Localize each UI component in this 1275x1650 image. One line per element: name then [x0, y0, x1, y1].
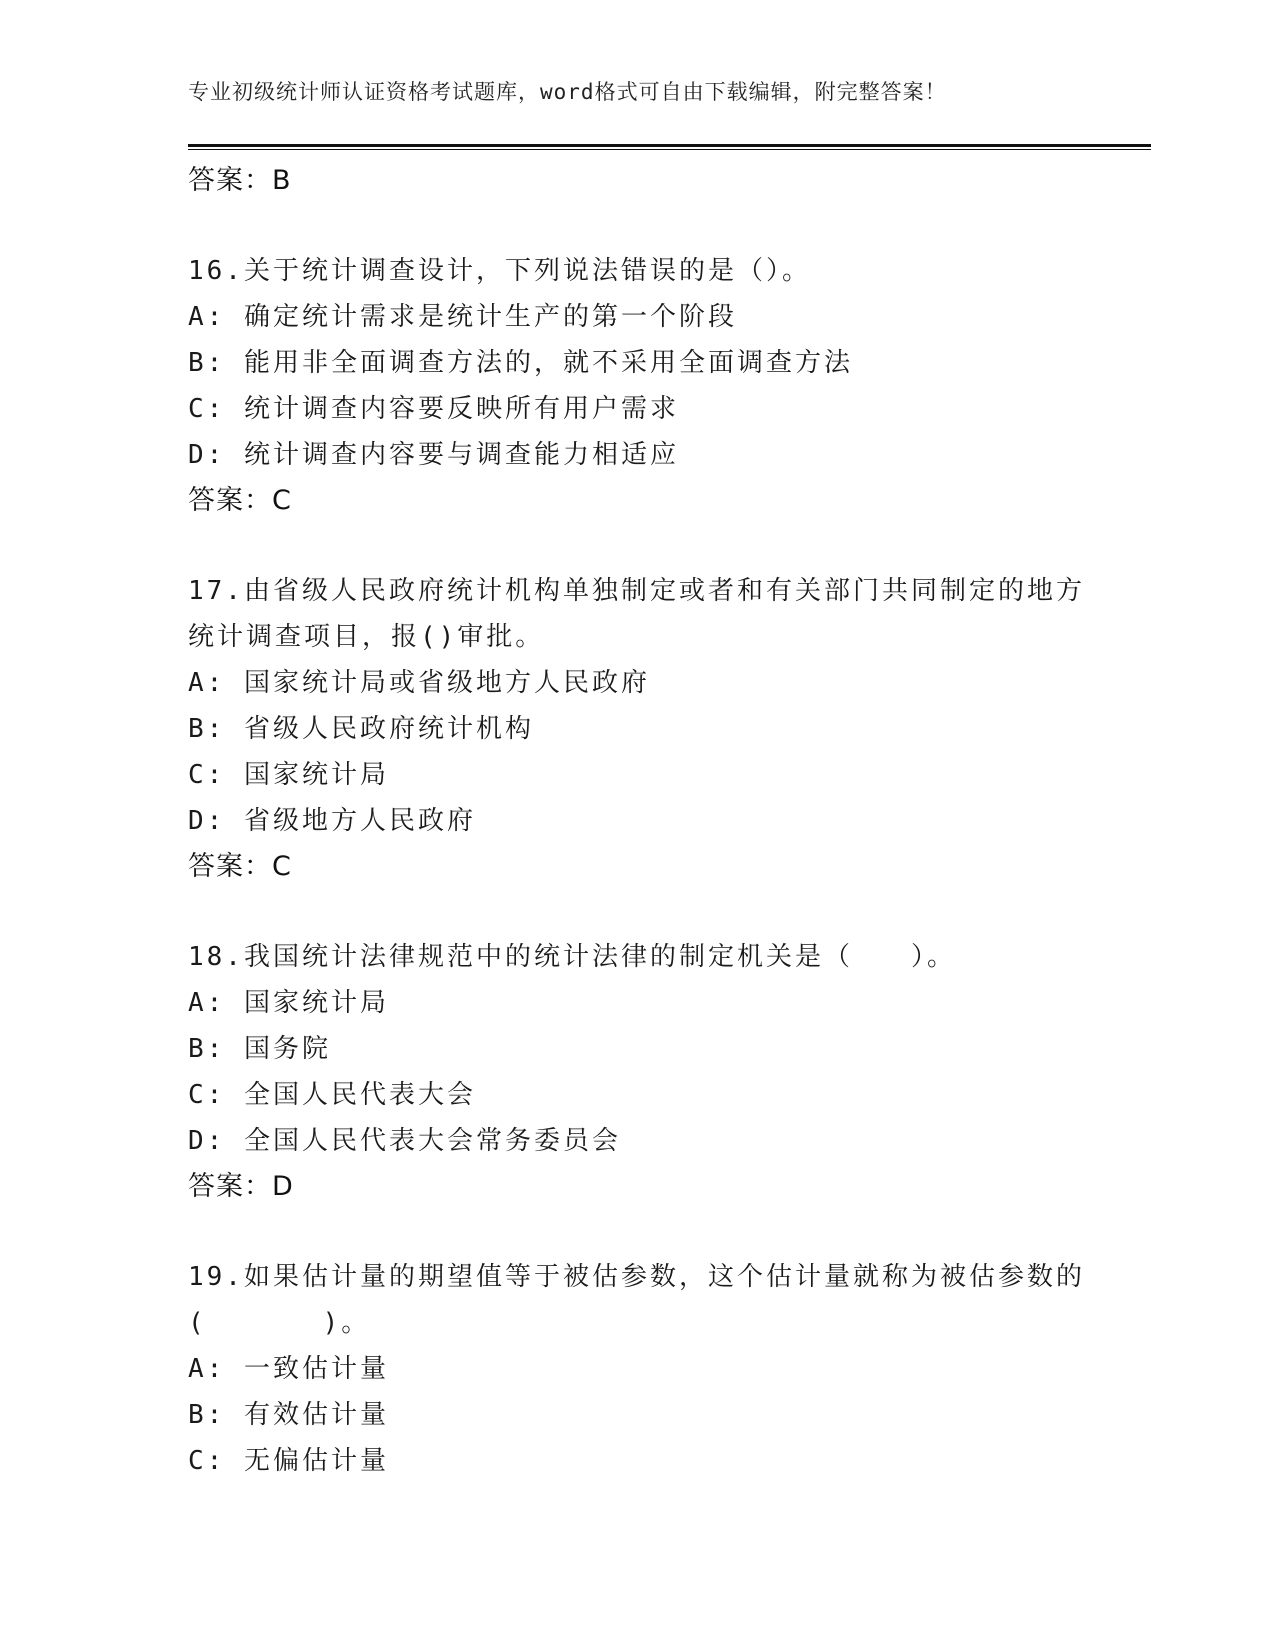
option-b: B: 有效估计量 [188, 1400, 389, 1430]
option-a: A: 国家统计局或省级地方人民政府 [188, 668, 650, 698]
option-a: A: 确定统计需求是统计生产的第一个阶段 [188, 302, 737, 332]
option-a: A: 国家统计局 [188, 988, 389, 1018]
option-c: C: 无偏估计量 [188, 1446, 389, 1476]
question-stem: 16.关于统计调查设计，下列说法错误的是（）。 [188, 256, 811, 286]
answer-line: 答案：C [188, 485, 292, 516]
answer-line: 答案：B [188, 165, 292, 196]
spacer [188, 524, 1088, 568]
option-b: B: 能用非全面调查方法的，就不采用全面调查方法 [188, 348, 853, 378]
option-c: C: 统计调查内容要反映所有用户需求 [188, 394, 679, 424]
option-a: A: 一致估计量 [188, 1354, 389, 1384]
question-block [188, 248, 1088, 524]
question-stem: 19.如果估计量的期望值等于被估参数，这个估计量就称为被估参数的 [188, 1262, 1085, 1292]
option-b: B: 省级人民政府统计机构 [188, 714, 534, 744]
page-header: 专业初级统计师认证资格考试题库，word格式可自由下载编辑，附完整答案！ [188, 80, 947, 104]
option-d: D: 省级地方人民政府 [188, 806, 476, 836]
question-block [188, 934, 1088, 1210]
header-divider [188, 144, 1151, 150]
spacer [188, 890, 1088, 934]
option-d: D: 统计调查内容要与调查能力相适应 [188, 440, 679, 470]
question-block [188, 1254, 1088, 1484]
question-block [188, 568, 1088, 890]
question-stem: 17.由省级人民政府统计机构单独制定或者和有关部门共同制定的地方 [188, 576, 1085, 606]
spacer [188, 204, 1088, 248]
spacer [188, 1210, 1088, 1254]
question-stem-cont: 统计调查项目，报()审批。 [188, 622, 545, 652]
question-stem: 18.我国统计法律规范中的统计法律的制定机关是（ ）。 [188, 942, 956, 972]
answer-line: 答案：D [188, 1171, 294, 1202]
option-c: C: 全国人民代表大会 [188, 1080, 476, 1110]
answer-line: 答案：C [188, 851, 292, 882]
question-stem-cont: ( )。 [188, 1308, 371, 1338]
option-c: C: 国家统计局 [188, 760, 389, 790]
option-b: B: 国务院 [188, 1034, 331, 1064]
option-d: D: 全国人民代表大会常务委员会 [188, 1126, 621, 1156]
question-list [188, 158, 1088, 1484]
